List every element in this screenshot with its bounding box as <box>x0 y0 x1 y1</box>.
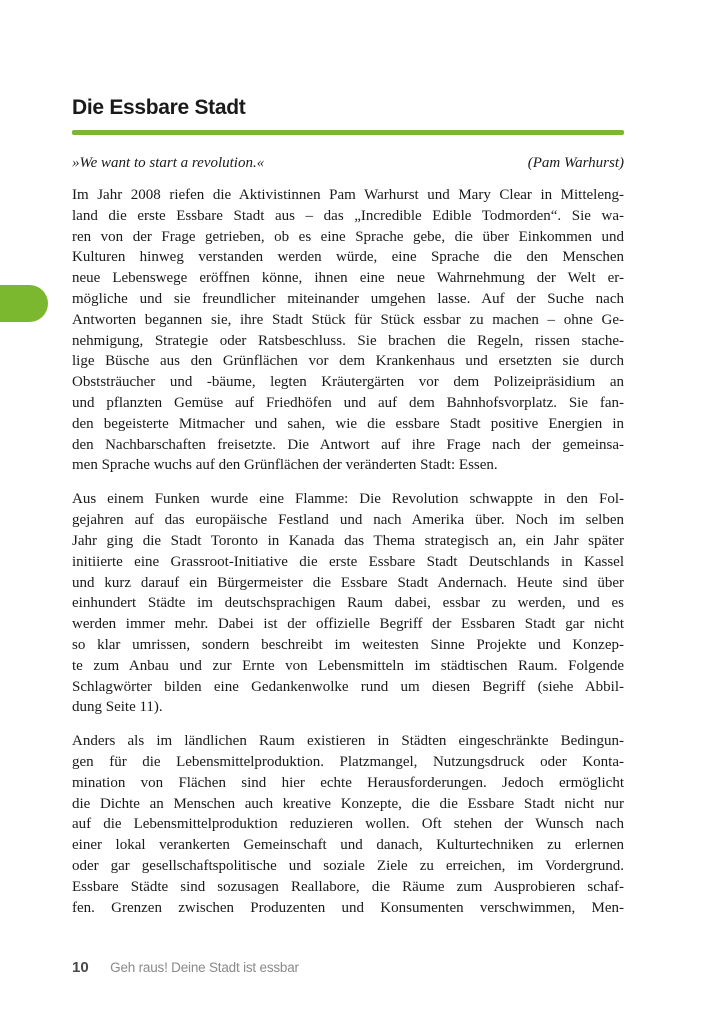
text-line: lige Büsche aus den Grünflächen vor dem Krankenhaus und ersetzten sie durch <box>72 353 624 370</box>
heading-underline-rule <box>72 130 624 135</box>
text-line: oder gar gesellschaftspolitische und soziale Ziele zu erreichen, im Vordergrund. <box>72 858 624 875</box>
text-line: men Sprache wuchs auf den Grünflächen der veränderten Stadt: Essen. <box>72 457 498 474</box>
text-line: Obststräucher und -bäume, legten Kräutergärten vor dem Polizeipräsidium an <box>72 374 624 391</box>
text-line: land die erste Essbare Stadt aus – das „Incredible Edible Todmorden“. Sie wa- <box>72 207 624 224</box>
text-line: und kurz darauf ein Bürgermeister die Essbare Stadt Andernach. Heute sind über <box>72 574 624 591</box>
text-line: Anders als im ländlichen Raum existieren in Städten eingeschränkte Bedingun- <box>72 733 624 750</box>
text-line: Essbare Städte sind sozusagen Reallabore, die Räume zum Ausprobieren schaf- <box>72 878 624 895</box>
text-line: fen. Grenzen zwischen Produzenten und Konsumenten verschwimmen, Men- <box>72 899 624 916</box>
quote-attribution: (Pam Warhurst) <box>527 155 624 171</box>
text-line: te zum Anbau und zur Ernte von Lebensmitteln im städtischen Raum. Folgende <box>72 657 624 674</box>
text-line: und pflanzten Gemüse auf Friedhöfen und auf dem Bahnhofsvorplatz. Sie fan- <box>72 394 624 411</box>
text-line: die Dichte an Menschen auch kreative Konzepte, die die Essbare Stadt nicht nur <box>72 795 624 812</box>
text-line: Im Jahr 2008 riefen die Aktivistinnen Pam Warhurst und Mary Clear in Mitteleng- <box>72 187 624 203</box>
text-line: Aus einem Funken wurde eine Flamme: Die Revolution schwappte in den Fol- <box>72 491 624 508</box>
section-heading: Die Essbare Stadt <box>72 96 246 119</box>
text-line: werden immer mehr. Dabei ist der offizielle Begriff der Essbaren Stadt gar nicht <box>72 616 624 633</box>
text-line: den Nachbarschaften freisetzte. Die Antwort auf ihre Frage nach der gemeinsa- <box>72 436 624 453</box>
text-line: einer lokal verankerten Gemeinschaft und danach, Kulturtechniken zu erlernen <box>72 837 624 854</box>
text-line: Schlagwörter bilden eine Gedankenwolke rund um diesen Begriff (siehe Abbil- <box>72 678 624 695</box>
text-line: ren von der Frage getrieben, ob es eine Sprache gebe, die über Einkommen und <box>72 228 624 245</box>
text-line: gejahren auf das europäische Festland und nach Amerika über. Noch im selben <box>72 512 624 529</box>
text-line: den begeisterte Mitmacher und sahen, wie die essbare Stadt positive Energien in <box>72 415 624 432</box>
text-line: neue Lebenswege eröffnen könne, ihnen eine neue Wahrnehmung der Welt er- <box>72 270 624 287</box>
paragraph <box>72 185 624 476</box>
text-line: Antworten begannen sie, ihre Stadt Stück für Stück essbar zu machen – ohne Ge- <box>72 311 624 328</box>
page-number: 10 <box>72 959 89 976</box>
paragraph <box>72 731 624 918</box>
text-line: initiierte eine Grassroot-Initiative die erste Essbare Stadt Deutschlands in Kassel <box>72 553 624 570</box>
page-footer <box>72 957 299 979</box>
chapter-tab-marker <box>0 285 48 322</box>
text-line: Kulturen hinweg verstanden werden würde, eine Sprache die den Menschen <box>72 249 624 266</box>
text-line: so klar umrissen, sondern beschreibt im weitesten Sinne Projekte und Konzep- <box>72 636 624 653</box>
text-line: dung Seite 11). <box>72 699 163 716</box>
body-text <box>72 185 624 932</box>
epigraph-quote <box>72 152 624 174</box>
text-line: nehmigung, Strategie oder Ratsbeschluss. Sie brachen die Regeln, rissen stache- <box>72 332 624 349</box>
text-line: gen für die Lebensmittelproduktion. Platzmangel, Nutzungsdruck oder Konta- <box>72 754 624 771</box>
text-line: einhundert Städte im deutschsprachigen Raum dabei, essbar zu werden, und es <box>72 595 624 612</box>
running-footer-title: Geh raus! Deine Stadt ist essbar <box>110 960 299 975</box>
quote-text: »We want to start a revolution.« <box>72 155 265 171</box>
text-line: auf die Lebensmittelproduktion reduzieren wollen. Oft stehen der Wunsch nach <box>72 816 624 833</box>
text-line: mination von Flächen sind hier echte Herausforderungen. Jedoch ermöglicht <box>72 774 624 791</box>
paragraph <box>72 489 624 718</box>
text-line: mögliche und sie freundlicher miteinander umgehen lasse. Auf der Suche nach <box>72 290 624 307</box>
text-line: Jahr ging die Stadt Toronto in Kanada das Thema strategisch an, ein Jahr später <box>72 532 624 549</box>
